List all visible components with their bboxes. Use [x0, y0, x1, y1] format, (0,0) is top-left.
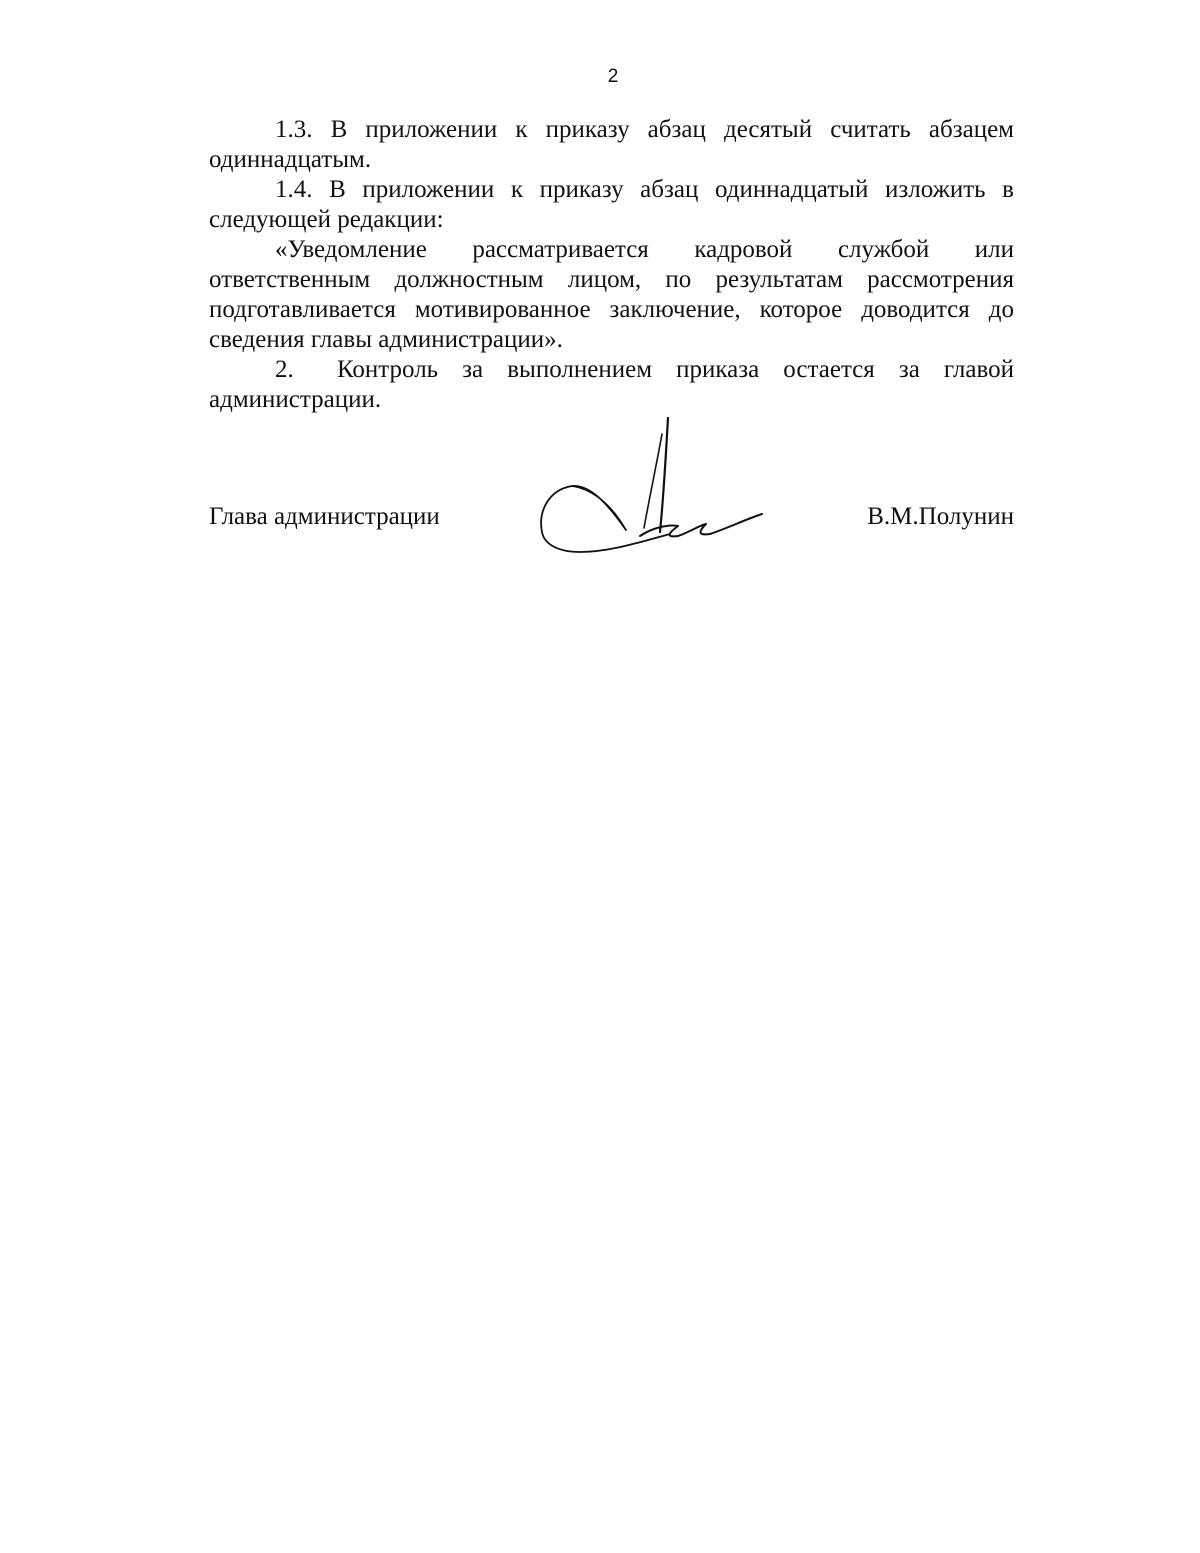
signatory-position: Глава администрации: [209, 503, 440, 530]
signatory-name: В.М.Полунин: [867, 503, 1014, 530]
paragraph-1-3: 1.3. В приложении к приказу абзац десятый считать абзацем одиннадцатым.: [209, 116, 1014, 173]
signature-block: [209, 500, 1014, 540]
document-body: [209, 115, 1014, 415]
paragraph-2-text: Контроль за выполнением приказа остается за главой администрации.: [209, 356, 1014, 413]
quoted-paragraph: «Уведомление рассматривается кадровой службой или ответственным должностным лицом, по результатам рассмотрения подготавливается мотивированное заключение, которое доводится до сведения главы администрации».: [209, 236, 1014, 353]
page-number: 2: [607, 66, 619, 87]
paragraph-1-4: 1.4. В приложении к приказу абзац одиннадцатый изложить в следующей редакции:: [209, 176, 1014, 233]
paragraph-2: [209, 355, 1014, 415]
paragraph-2-number: 2.: [275, 356, 294, 383]
